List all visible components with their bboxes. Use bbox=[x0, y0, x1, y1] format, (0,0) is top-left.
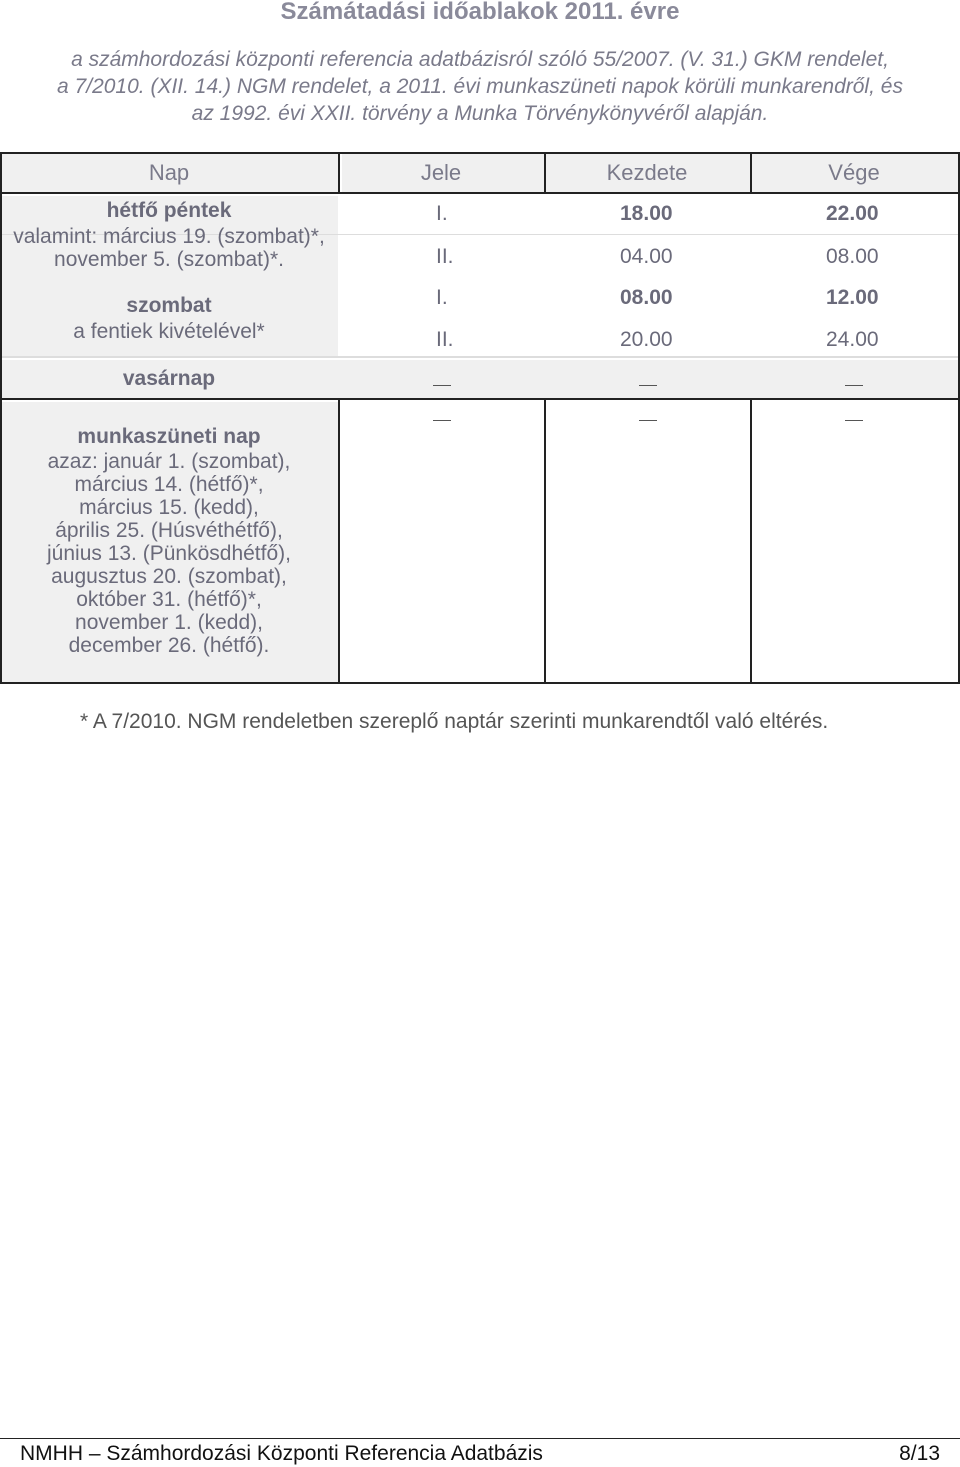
saturday-subtitle: a fentiek kivételével* bbox=[73, 320, 265, 343]
holiday-jel-dash bbox=[433, 420, 451, 421]
table-rule-top bbox=[0, 152, 960, 154]
weekday-jel-1: I. bbox=[436, 202, 448, 225]
table-rule-col bbox=[544, 398, 546, 684]
table-rule-bottom bbox=[0, 682, 960, 684]
time-window-table bbox=[0, 152, 960, 684]
holiday-line: november 1. (kedd), bbox=[75, 611, 263, 634]
saturday-vege-2: 24.00 bbox=[826, 328, 879, 351]
header-jele: Jele bbox=[420, 160, 462, 185]
table-rule-col bbox=[750, 398, 752, 684]
holiday-line: augusztus 20. (szombat), bbox=[51, 565, 287, 588]
table-rule-soft bbox=[0, 356, 960, 358]
weekday-title: hétfő péntek bbox=[106, 199, 232, 222]
sunday-vege-dash bbox=[845, 385, 863, 386]
holiday-line: június 13. (Pünkösdhétfő), bbox=[47, 542, 291, 565]
page-title: Számátadási időablakok 2011. évre bbox=[280, 0, 680, 25]
sunday-kezdete-dash bbox=[639, 385, 657, 386]
saturday-kezdete-1: 08.00 bbox=[620, 286, 673, 309]
saturday-jel-2: II. bbox=[436, 328, 454, 351]
holiday-line: március 15. (kedd), bbox=[79, 496, 259, 519]
weekday-kezdete-1: 18.00 bbox=[620, 202, 673, 225]
saturday-jel-1: I. bbox=[436, 286, 448, 309]
footnote: * A 7/2010. NGM rendeletben szereplő naptár szerinti munkarendtől való eltérés. bbox=[80, 710, 829, 733]
footer-rule bbox=[0, 1438, 960, 1439]
holiday-line: december 26. (hétfő). bbox=[68, 634, 270, 657]
holiday-vege-dash bbox=[845, 420, 863, 421]
weekday-line: november 5. (szombat)*. bbox=[54, 248, 284, 271]
saturday-vege-1: 12.00 bbox=[826, 286, 879, 309]
holiday-kezdete-dash bbox=[639, 420, 657, 421]
intro-line-3: az 1992. évi XXII. törvény a Munka Törvénykönyvéről alapján. bbox=[191, 102, 769, 125]
weekday-jel-2: II. bbox=[436, 245, 454, 268]
table-rule-sunday bbox=[0, 398, 960, 400]
intro-line-1: a számhordozási központi referencia adatbázisról szóló 55/2007. (V. 31.) GKM rendelet, bbox=[71, 48, 889, 71]
saturday-title: szombat bbox=[126, 294, 212, 317]
page-number: 8/13 bbox=[899, 1442, 940, 1465]
weekday-vege-2: 08.00 bbox=[826, 245, 879, 268]
saturday-kezdete-2: 20.00 bbox=[620, 328, 673, 351]
weekday-kezdete-2: 04.00 bbox=[620, 245, 673, 268]
holiday-line: március 14. (hétfő)*, bbox=[74, 473, 264, 496]
footer-title: NMHH – Számhordozási Központi Referencia Adatbázis bbox=[20, 1442, 543, 1465]
table-rule-col bbox=[338, 398, 340, 684]
holiday-line: azaz: január 1. (szombat), bbox=[47, 450, 291, 473]
header-kezdete: Kezdete bbox=[606, 160, 688, 185]
sunday-jel-dash bbox=[433, 385, 451, 386]
sunday-title: vasárnap bbox=[122, 367, 216, 390]
header-nap: Nap bbox=[148, 160, 190, 185]
holiday-line: október 31. (hétfő)*, bbox=[76, 588, 262, 611]
holiday-title: munkaszüneti nap bbox=[77, 425, 261, 448]
header-vege: Vége bbox=[828, 160, 880, 185]
weekday-vege-1: 22.00 bbox=[826, 202, 879, 225]
holiday-line: április 25. (Húsvéthétfő), bbox=[55, 519, 283, 542]
intro-line-2: a 7/2010. (XII. 14.) NGM rendelet, a 2011. évi munkaszüneti napok körüli munkarendről, és bbox=[57, 75, 903, 98]
table-rule-header bbox=[0, 192, 960, 194]
weekday-line: valamint: március 19. (szombat)*, bbox=[13, 225, 325, 248]
